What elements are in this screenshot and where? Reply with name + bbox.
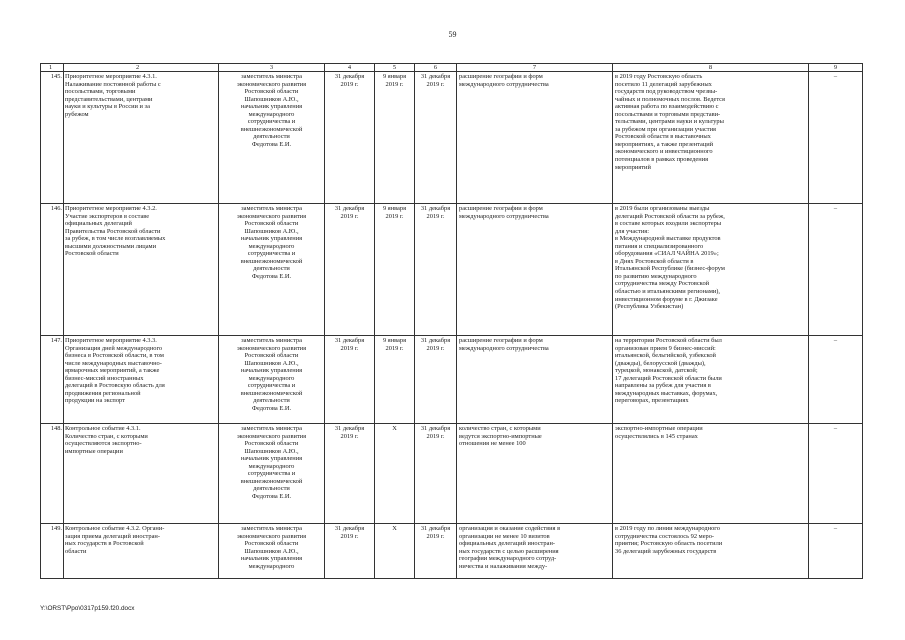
event-line: Контрольное событие 4.3.1. bbox=[65, 425, 141, 432]
event-line: осуществляются экспортно- bbox=[65, 440, 142, 448]
actual-result-cell-line: областью и итальянскими регионами), bbox=[615, 288, 721, 296]
responsible-cell-line: международного bbox=[248, 110, 295, 118]
planned-end-cell-line: 2019 г. bbox=[340, 532, 359, 540]
actual-start-cell bbox=[375, 524, 415, 579]
responsible-cell-line: заместитель министра bbox=[241, 525, 302, 532]
event-cell bbox=[41, 204, 219, 336]
actual-result-cell-line: питания и специализированного bbox=[615, 242, 704, 250]
expected-result-cell-line: ведутся экспортно-импортные bbox=[459, 432, 542, 440]
actual-result-cell-line: за рубежом при организации участия bbox=[615, 125, 716, 133]
table-row bbox=[41, 336, 863, 424]
actual-result-cell-line: экспортно-импортные операции bbox=[615, 425, 703, 432]
column-divider bbox=[63, 336, 64, 424]
expected-result-cell-line: организация и оказание содействия в bbox=[459, 525, 561, 532]
event-line: Организация дней международного bbox=[65, 344, 163, 352]
event-line: Количество стран, с которыми bbox=[65, 432, 148, 440]
event-line: Ростовской области bbox=[65, 250, 119, 258]
actual-start-cell-line: X bbox=[392, 525, 397, 532]
responsible-cell-line: Шапошников А.Ю., bbox=[244, 547, 299, 555]
responsible-cell-line: заместитель министра bbox=[241, 205, 302, 212]
responsible-cell bbox=[219, 524, 325, 579]
responsible-cell bbox=[219, 336, 325, 424]
actual-result-cell-line: направлены за рубеж для участия в bbox=[615, 382, 711, 390]
event-line: делегаций в Ростовскую область для bbox=[65, 382, 165, 390]
expected-result-cell-line: международного сотрудничества bbox=[459, 80, 549, 88]
column-divider bbox=[63, 424, 64, 524]
responsible-cell-line: Ростовской области bbox=[244, 352, 299, 360]
note-cell: – bbox=[809, 72, 863, 204]
actual-result-cell-line: в 2019 году по линии международного bbox=[615, 525, 720, 532]
table-row bbox=[41, 424, 863, 524]
planned-end-cell bbox=[325, 72, 375, 204]
actual-end-cell bbox=[415, 524, 457, 579]
event-line: области bbox=[65, 547, 87, 555]
actual-result-cell-line: в составе которых входили экспортеры bbox=[615, 220, 722, 228]
actual-result-cell-line: мероприятиях, а также презентаций bbox=[615, 140, 714, 148]
planned-end-cell bbox=[325, 524, 375, 579]
expected-result-cell-line: расширение географии и форм bbox=[459, 73, 543, 80]
planned-end-cell-line: 2019 г. bbox=[340, 432, 359, 440]
note-cell: – bbox=[809, 204, 863, 336]
responsible-cell-line: экономического развития bbox=[236, 432, 307, 440]
responsible-cell-line: Ростовской области bbox=[244, 440, 299, 448]
actual-end-cell bbox=[415, 424, 457, 524]
report-table bbox=[40, 63, 863, 579]
actual-start-cell bbox=[375, 72, 415, 204]
responsible-cell-line: экономического развития bbox=[236, 212, 307, 220]
note-cell: – bbox=[809, 424, 863, 524]
column-number-row bbox=[41, 64, 863, 72]
actual-end-cell-line: 31 декабря bbox=[420, 205, 451, 212]
responsible-cell-line: начальник управления bbox=[240, 367, 303, 375]
planned-end-cell-line: 31 декабря bbox=[334, 73, 365, 80]
actual-result-cell-line: посольствами и торговыми представи- bbox=[615, 110, 721, 118]
column-number: 9 bbox=[809, 64, 863, 72]
responsible-cell-line: экономического развития bbox=[236, 532, 307, 540]
actual-result-cell-line: Итальянской Республике (бизнес-форум bbox=[615, 265, 725, 273]
actual-end-cell-line: 31 декабря bbox=[420, 525, 451, 532]
actual-result-cell-line: переговорах, презентациях bbox=[615, 397, 689, 405]
expected-result-cell-line: количество стран, с которыми bbox=[459, 425, 541, 432]
event-cell bbox=[41, 336, 219, 424]
actual-start-cell-line: 9 января bbox=[382, 73, 407, 80]
actual-result-cell bbox=[613, 336, 809, 424]
actual-start-cell bbox=[375, 204, 415, 336]
actual-result-cell bbox=[613, 204, 809, 336]
event-line: зация приема делегаций иностран- bbox=[65, 532, 160, 540]
planned-end-cell-line: 2019 г. bbox=[340, 344, 359, 352]
column-number: 8 bbox=[613, 64, 809, 72]
responsible-cell-line: заместитель министра bbox=[241, 73, 302, 80]
responsible-cell-line: международного bbox=[248, 242, 295, 250]
expected-result-cell-line: ничества и налаживания между- bbox=[459, 562, 548, 570]
actual-end-cell-line: 2019 г. bbox=[426, 344, 445, 352]
responsible-cell-line: Шапошников А.Ю., bbox=[244, 95, 299, 103]
column-number: 7 bbox=[457, 64, 613, 72]
planned-end-cell-line: 2019 г. bbox=[340, 80, 359, 88]
event-cell bbox=[41, 424, 219, 524]
responsible-cell bbox=[219, 424, 325, 524]
actual-result-cell-line: 36 делегаций зарубежных государств bbox=[615, 547, 717, 555]
event-line: Участие экспортеров в составе bbox=[65, 212, 150, 220]
responsible-cell-line: внешнеэкономической bbox=[240, 477, 303, 485]
actual-result-cell-line: государств под руководством чрезвы- bbox=[615, 88, 718, 96]
expected-result-cell bbox=[457, 204, 613, 336]
responsible-cell-line: внешнеэкономической bbox=[240, 389, 303, 397]
event-line: официальных делегаций bbox=[65, 220, 132, 228]
responsible-cell-line: сотрудничества и bbox=[247, 382, 296, 390]
event-line: Приоритетное мероприятие 4.3.3. bbox=[65, 337, 157, 344]
responsible-cell-line: Федотова Е.И. bbox=[251, 140, 292, 148]
event-text bbox=[65, 425, 216, 455]
row-number: 149. bbox=[50, 525, 62, 532]
responsible-cell-line: деятельности bbox=[253, 265, 290, 273]
event-cell bbox=[41, 524, 219, 579]
column-number: 3 bbox=[219, 64, 325, 72]
event-line: рубежом bbox=[65, 110, 89, 118]
table-row bbox=[41, 524, 863, 579]
expected-result-cell-line: официальных делегаций иностран- bbox=[459, 540, 556, 548]
expected-result-cell-line: расширение географии и форм bbox=[459, 337, 543, 344]
responsible-cell-line: начальник управления bbox=[240, 103, 303, 111]
responsible-cell-line: деятельности bbox=[253, 133, 290, 141]
event-text bbox=[65, 525, 216, 555]
expected-result-cell-line: организации не менее 10 визитов bbox=[459, 532, 550, 540]
responsible-cell-line: экономического развития bbox=[236, 80, 307, 88]
event-line: бизнес-миссий иностранных bbox=[65, 374, 144, 382]
responsible-cell-line: заместитель министра bbox=[241, 337, 302, 344]
actual-result-cell-line: осуществлялись в 145 странах bbox=[615, 432, 698, 440]
actual-result-cell-line: Ростовской области в выставочных bbox=[615, 133, 711, 141]
responsible-cell-line: Федотова Е.И. bbox=[251, 404, 292, 412]
actual-result-cell-line: для участия: bbox=[615, 227, 649, 235]
actual-start-cell-line: 2019 г. bbox=[385, 344, 404, 352]
actual-end-cell-line: 31 декабря bbox=[420, 73, 451, 80]
planned-end-cell-line: 2019 г. bbox=[340, 212, 359, 220]
expected-result-cell bbox=[457, 72, 613, 204]
actual-result-cell-line: делегаций Ростовской области за рубеж, bbox=[615, 212, 725, 220]
note-cell: – bbox=[809, 336, 863, 424]
row-number: 148. bbox=[50, 425, 62, 432]
actual-result-cell-line: приятия; Ростовскую область посетили bbox=[615, 540, 723, 548]
event-line: Налаживание постоянной работы с bbox=[65, 80, 161, 88]
responsible-cell bbox=[219, 72, 325, 204]
planned-end-cell bbox=[325, 204, 375, 336]
actual-result-cell-line: в Днях Ростовской области в bbox=[615, 257, 694, 265]
expected-result-cell-line: международного сотрудничества bbox=[459, 344, 549, 352]
responsible-cell-line: внешнеэкономической bbox=[240, 125, 303, 133]
column-divider bbox=[63, 72, 64, 204]
actual-end-cell-line: 2019 г. bbox=[426, 532, 445, 540]
responsible-cell-line: сотрудничества и bbox=[247, 250, 296, 258]
event-line: числе международных выставочно- bbox=[65, 359, 162, 367]
responsible-cell-line: экономического развития bbox=[236, 344, 307, 352]
actual-result-cell-line: активная работа по взаимодействию с bbox=[615, 103, 719, 111]
table-row bbox=[41, 72, 863, 204]
expected-result-cell-line: ных государств с целью расширения bbox=[459, 547, 559, 555]
actual-result-cell-line: по развитию международного bbox=[615, 272, 697, 280]
column-number: 1 bbox=[49, 64, 53, 71]
responsible-cell-line: начальник управления bbox=[240, 455, 303, 463]
actual-start-cell-line: 9 января bbox=[382, 205, 407, 212]
actual-end-cell bbox=[415, 72, 457, 204]
row-number: 146. bbox=[50, 205, 62, 212]
actual-start-cell bbox=[375, 336, 415, 424]
actual-start-cell-line: X bbox=[392, 425, 397, 432]
actual-result-cell-line: чайных и полномочных послов. Ведется bbox=[615, 95, 725, 103]
expected-result-cell-line: отношения не менее 100 bbox=[459, 440, 526, 448]
actual-result-cell-line: мероприятий bbox=[615, 163, 651, 171]
event-line: посольствами, торговыми bbox=[65, 88, 136, 96]
expected-result-cell bbox=[457, 336, 613, 424]
actual-result-cell bbox=[613, 424, 809, 524]
event-cell bbox=[41, 72, 219, 204]
actual-end-cell bbox=[415, 204, 457, 336]
actual-result-cell-line: в Международной выставке продуктов bbox=[615, 235, 721, 243]
responsible-cell-line: Ростовской области bbox=[244, 540, 299, 548]
actual-result-cell bbox=[613, 72, 809, 204]
event-line: Правительства Ростовской области bbox=[65, 227, 161, 235]
responsible-cell-line: внешнеэкономической bbox=[240, 257, 303, 265]
responsible-cell-line: начальник управления bbox=[240, 235, 303, 243]
row-number: 147. bbox=[50, 337, 62, 344]
event-line: Приоритетное мероприятие 4.3.1. bbox=[65, 73, 157, 80]
responsible-cell-line: международного bbox=[248, 374, 295, 382]
responsible-cell-line: Ростовской области bbox=[244, 88, 299, 96]
event-line: высшими должностными лицами bbox=[65, 242, 157, 250]
responsible-cell-line: начальник управления bbox=[240, 555, 303, 563]
responsible-cell-line: деятельности bbox=[253, 485, 290, 493]
event-line: Приоритетное мероприятие 4.3.2. bbox=[65, 205, 157, 212]
page-number: 59 bbox=[448, 30, 457, 39]
actual-result-cell-line: турецкой, монакской, датской; bbox=[615, 367, 698, 375]
column-number-cell bbox=[41, 64, 219, 72]
footer-file-path: Y:\ORST\Ppo\0317p159.f20.docx bbox=[40, 605, 135, 612]
actual-result-cell-line: оборудования «СИАЛ ЧАЙНА 2019»; bbox=[615, 250, 719, 258]
actual-end-cell-line: 31 декабря bbox=[420, 337, 451, 344]
event-line: ярмарочных мероприятий, а также bbox=[65, 367, 160, 375]
actual-start-cell-line: 2019 г. bbox=[385, 80, 404, 88]
actual-result-cell-line: (дважды), белорусской (дважды), bbox=[615, 359, 706, 367]
actual-result-cell-line: (Республика Узбекистан) bbox=[615, 303, 684, 311]
planned-end-cell bbox=[325, 424, 375, 524]
actual-result-cell-line: на территории Ростовской области был bbox=[615, 337, 722, 344]
actual-start-cell bbox=[375, 424, 415, 524]
responsible-cell-line: деятельности bbox=[253, 397, 290, 405]
event-line: представительствами, центрами bbox=[65, 95, 153, 103]
actual-result-cell-line: посетило 11 делегаций зарубежных bbox=[615, 80, 712, 88]
actual-result-cell bbox=[613, 524, 809, 579]
actual-end-cell-line: 2019 г. bbox=[426, 80, 445, 88]
actual-start-cell-line: 9 января bbox=[382, 337, 407, 344]
actual-end-cell-line: 31 декабря bbox=[420, 425, 451, 432]
responsible-cell-line: сотрудничества и bbox=[247, 118, 296, 126]
actual-result-cell-line: сотрудничества между Ростовской bbox=[615, 280, 710, 288]
expected-result-cell-line: расширение географии и форм bbox=[459, 205, 543, 212]
planned-end-cell-line: 31 декабря bbox=[334, 205, 365, 212]
planned-end-cell-line: 31 декабря bbox=[334, 525, 365, 532]
responsible-cell bbox=[219, 204, 325, 336]
responsible-cell-line: международного bbox=[248, 462, 295, 470]
column-divider bbox=[63, 524, 64, 579]
column-divider bbox=[63, 204, 64, 336]
event-line: продукции на экспорт bbox=[65, 397, 125, 405]
column-number: 6 bbox=[415, 64, 457, 72]
column-number: 4 bbox=[325, 64, 375, 72]
row-number: 145. bbox=[50, 73, 62, 80]
actual-result-cell-line: тельствами, центрами науки и культуры bbox=[615, 118, 724, 126]
planned-end-cell bbox=[325, 336, 375, 424]
event-line: науки и культуры в России и за bbox=[65, 103, 150, 111]
responsible-cell-line: заместитель министра bbox=[241, 425, 302, 432]
actual-result-cell-line: 17 делегаций Ростовской области были bbox=[615, 374, 722, 382]
actual-result-cell-line: в 2019 были организованы выезды bbox=[615, 205, 710, 212]
responsible-cell-line: Федотова Е.И. bbox=[251, 492, 292, 500]
responsible-cell-line: Шапошников А.Ю., bbox=[244, 227, 299, 235]
event-line: бизнеса в Ростовской области, в том bbox=[65, 352, 164, 360]
expected-result-cell-line: географии международного сотруд- bbox=[459, 555, 557, 563]
actual-result-cell-line: потенциалов в рамках проведения bbox=[615, 156, 709, 164]
note-cell: – bbox=[809, 524, 863, 579]
responsible-cell-line: Федотова Е.И. bbox=[251, 272, 292, 280]
actual-end-cell bbox=[415, 336, 457, 424]
event-line: импортные операции bbox=[65, 447, 123, 455]
actual-result-cell-line: в 2019 году Ростовскую область bbox=[615, 73, 703, 80]
actual-result-cell-line: организован прием 9 бизнес-миссий: bbox=[615, 344, 716, 352]
planned-end-cell-line: 31 декабря bbox=[334, 337, 365, 344]
event-line: за рубеж, в том числе возглавляемых bbox=[65, 235, 166, 243]
actual-result-cell-line: сотрудничества состоялось 92 меро- bbox=[615, 532, 715, 540]
actual-result-cell-line: международных выставках, форумах, bbox=[615, 389, 718, 397]
responsible-cell-line: сотрудничества и bbox=[247, 470, 296, 478]
actual-result-cell-line: экономического и инвестиционного bbox=[615, 148, 713, 156]
event-line: ных государств в Ростовской bbox=[65, 540, 144, 548]
expected-result-cell-line: международного сотрудничества bbox=[459, 212, 549, 220]
event-text bbox=[65, 337, 216, 405]
column-number: 2 bbox=[136, 64, 140, 71]
expected-result-cell bbox=[457, 524, 613, 579]
actual-end-cell-line: 2019 г. bbox=[426, 212, 445, 220]
responsible-cell-line: Шапошников А.Ю., bbox=[244, 359, 299, 367]
event-line: продвижения региональной bbox=[65, 389, 141, 397]
actual-result-cell-line: итальянской, бельгийской, узбекской bbox=[615, 352, 716, 360]
column-divider bbox=[63, 64, 64, 72]
table-row bbox=[41, 204, 863, 336]
expected-result-cell bbox=[457, 424, 613, 524]
responsible-cell-line: Ростовской области bbox=[244, 220, 299, 228]
actual-start-cell-line: 2019 г. bbox=[385, 212, 404, 220]
responsible-cell-line: Шапошников А.Ю., bbox=[244, 447, 299, 455]
planned-end-cell-line: 31 декабря bbox=[334, 425, 365, 432]
actual-end-cell-line: 2019 г. bbox=[426, 432, 445, 440]
event-text bbox=[65, 205, 216, 258]
event-line: Контрольное событие 4.3.2. Органи- bbox=[65, 525, 165, 532]
responsible-cell-line: международного bbox=[248, 562, 295, 570]
column-number: 5 bbox=[375, 64, 415, 72]
actual-result-cell-line: инвестиционном форуме в г. Джизаке bbox=[615, 295, 718, 303]
event-text bbox=[65, 73, 216, 118]
